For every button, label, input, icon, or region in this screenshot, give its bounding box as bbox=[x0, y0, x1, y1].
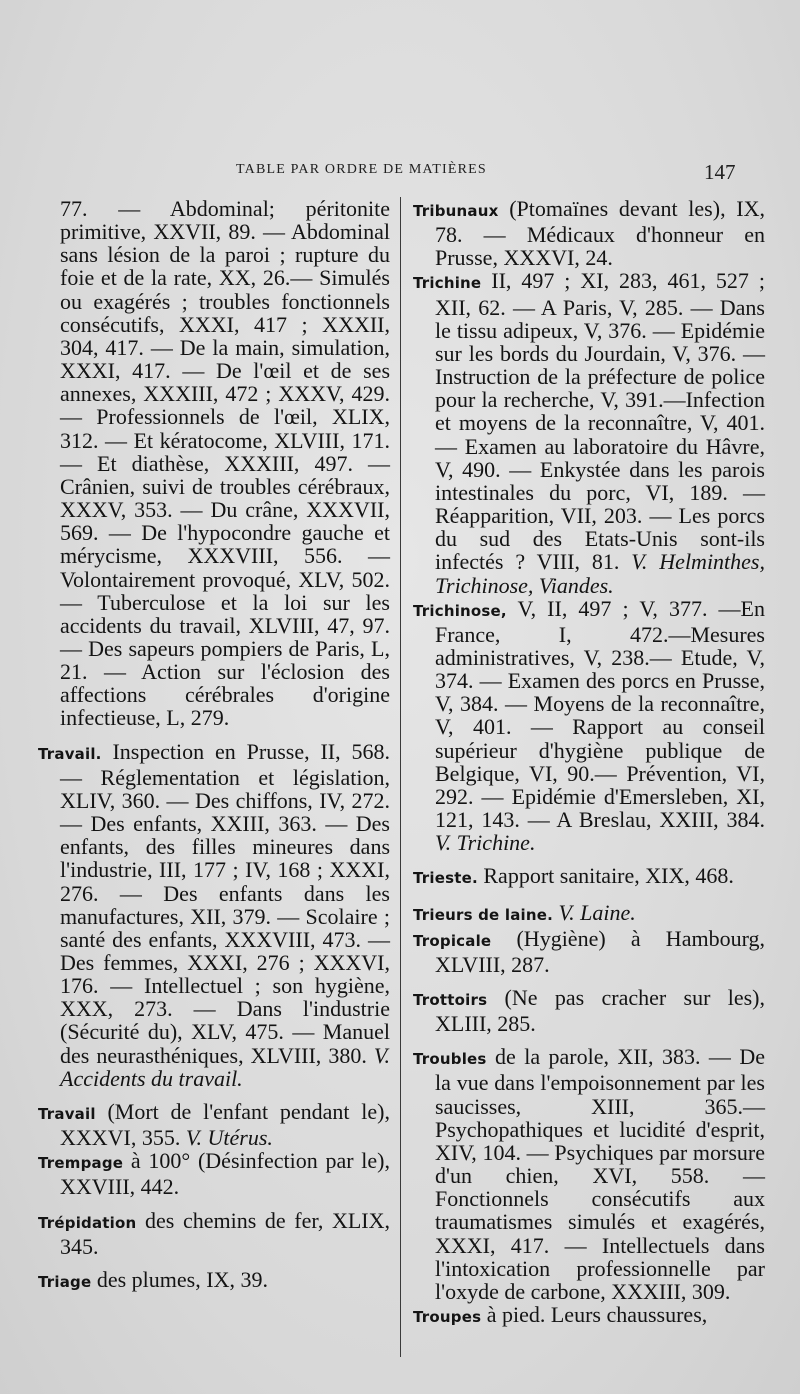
index-entry: Troupes à pied. Leurs chaussures, bbox=[413, 1302, 708, 1328]
index-entry: Trichine II, 497 ; XI, 283, 461, 527 ; XII, 62. — A Paris, V, 285. — Dans le tissu adipeux, V, 376. — Epidémie sur les bords du Jourdain, V, 376. — Instruction de la préfecture de police pour la recherche, V, 391.—Infection et moyens de la reconnaître, V, 401. — Examen au laboratoire du Hâvre, V, 490. — Enkystée dans les parois intestinales du porc, VI, 189. — Réapparition, VII, 203. — Les porcs du sud des Etats-Unis sont-ils infectés ? VIII, 81. V. Helminthes, Trichinose, Viandes. bbox=[413, 268, 765, 598]
entry-heading: Troupes bbox=[413, 1308, 482, 1327]
index-entry: Tribunaux (Ptomaïnes devant les), IX, 78. — Médicaux d'honneur en Prusse, XXXVI, 24. bbox=[413, 196, 765, 271]
index-entry: Trichinose, V, II, 497 ; V, 377. —En France, I, 472.—Mesures administratives, V, 238.— Etude, V, 374. — Examen des porcs en Prusse, V, 384. — Moyens de la reconnaître, V, 401. — Rapport au conseil supérieur d'hygiène publique de Belgique, VI, 90.— Prévention, VI, 292. — Epidémie d'Emersleben, XI, 121, 143. — A Breslau, XXIII, 384. V. Trichine. bbox=[413, 595, 765, 856]
entry-heading: Trépidation bbox=[38, 1213, 137, 1232]
entry-heading: Trichine bbox=[413, 274, 482, 293]
entry-heading: Trempage bbox=[38, 1154, 124, 1173]
index-entry: Travail. Inspection en Prusse, II, 568. — Réglementation et législation, XLIV, 360. — Des chiffons, IV, 272. — Des enfants, XXIII, 363. — Des enfants, des filles mineures dans l'industrie, III, 177 ; IV, 168 ; XXXI, 276. — Des enfants dans les manufactures, XII, 379. — Scolaire ; santé des enfants, XXXVIII, 473. —Des femmes, XXXI, 276 ; XXXVI, 176. — Intellectuel ; son hygiène, XXX, 273. — Dans l'industrie (Sécurité du), XLV, 475. — Manuel des neurasthéniques, XLVIII, 380. V. Accidents du travail. bbox=[38, 738, 390, 1091]
index-entry: Trieurs de laine. V. Laine. bbox=[413, 899, 636, 925]
entry-heading: Trieste. bbox=[413, 869, 478, 888]
page-header bbox=[0, 160, 800, 188]
entry-heading: Troubles bbox=[413, 1050, 487, 1069]
column-divider bbox=[400, 197, 401, 1357]
index-entry: 77. — Abdominal; péritonite primitive, XXVII, 89. — Abdominal sans lésion de la paroi ; rupture du foie et de la rate, XX, 26.— Simulés ou exagérés ; troubles fonctionnels consécutifs, XXXI, 417 ; XXXII, 304, 417. — De la main, simulation, XXXI, 417. — De l'œil et de ses annexes, XXXIII, 472 ; XXXV, 429. — Professionnels de l'œil, XLIX, 312. — Et kératocome, XLVIII, 171. — Et diathèse, XXXIII, 497. — Crânien, suivi de troubles cérébraux, XXXV, 353. — Du crâne, XXXVII, 569. — De l'hypocondre gauche et mérycisme, XXXVIII, 556. — Volontairement provoqué, XLV, 502. — Tuberculose et la loi sur les accidents du travail, XLVIII, 47, 97. — Des sapeurs pompiers de Paris, L, 21. — Action sur l'éclosion des affections cérébrales d'origine infectieuse, L, 279. bbox=[60, 196, 390, 731]
index-entry: Troubles de la parole, XII, 383. — De la vue dans l'empoisonnement par les saucisses, XIII, 365.— Psychopathiques et lucidité d'esprit, XIV, 104. — Psychiques par morsure d'un chien, XVI, 558. — Fonctionnels consécutifs aux traumatismes simulés et exagérés, XXXI, 417. — Intellectuels dans l'intoxication professionnelle par l'oxyde de carbone, XXXIII, 309. bbox=[413, 1044, 765, 1304]
running-title: TABLE PAR ORDRE DE MATIÈRES bbox=[236, 162, 487, 177]
page-number: 147 bbox=[704, 160, 736, 184]
entry-heading: Travail. bbox=[38, 744, 102, 763]
entry-heading: Tribunaux bbox=[413, 202, 499, 220]
entry-heading: Tropicale bbox=[413, 931, 492, 950]
entry-heading: Trieurs de laine. bbox=[413, 905, 554, 924]
index-entry: Trempage à 100° (Désinfection par le), XXVIII, 442. bbox=[38, 1148, 390, 1200]
entry-heading: Trichinose, bbox=[413, 601, 507, 620]
index-entry: Tropicale (Hygiène) à Hambourg, XLVIII, 287. bbox=[413, 925, 765, 977]
index-entry: Trépidation des chemins de fer, XLIX, 345. bbox=[38, 1207, 390, 1259]
index-entry: Triage des plumes, IX, 39. bbox=[38, 1266, 268, 1292]
left-column bbox=[38, 197, 390, 1294]
index-entry: Trieste. Rapport sanitaire, XIX, 468. bbox=[413, 863, 734, 889]
right-column bbox=[413, 197, 765, 1329]
index-entry: Travail (Mort de l'enfant pendant le), XXXVI, 355. V. Utérus. bbox=[38, 1098, 390, 1151]
entry-heading: Triage bbox=[38, 1272, 92, 1291]
entry-heading: Travail bbox=[38, 1104, 96, 1123]
index-entry: Trottoirs (Ne pas cracher sur les), XLIII, 285. bbox=[413, 985, 765, 1037]
entry-heading: Trottoirs bbox=[413, 991, 488, 1009]
